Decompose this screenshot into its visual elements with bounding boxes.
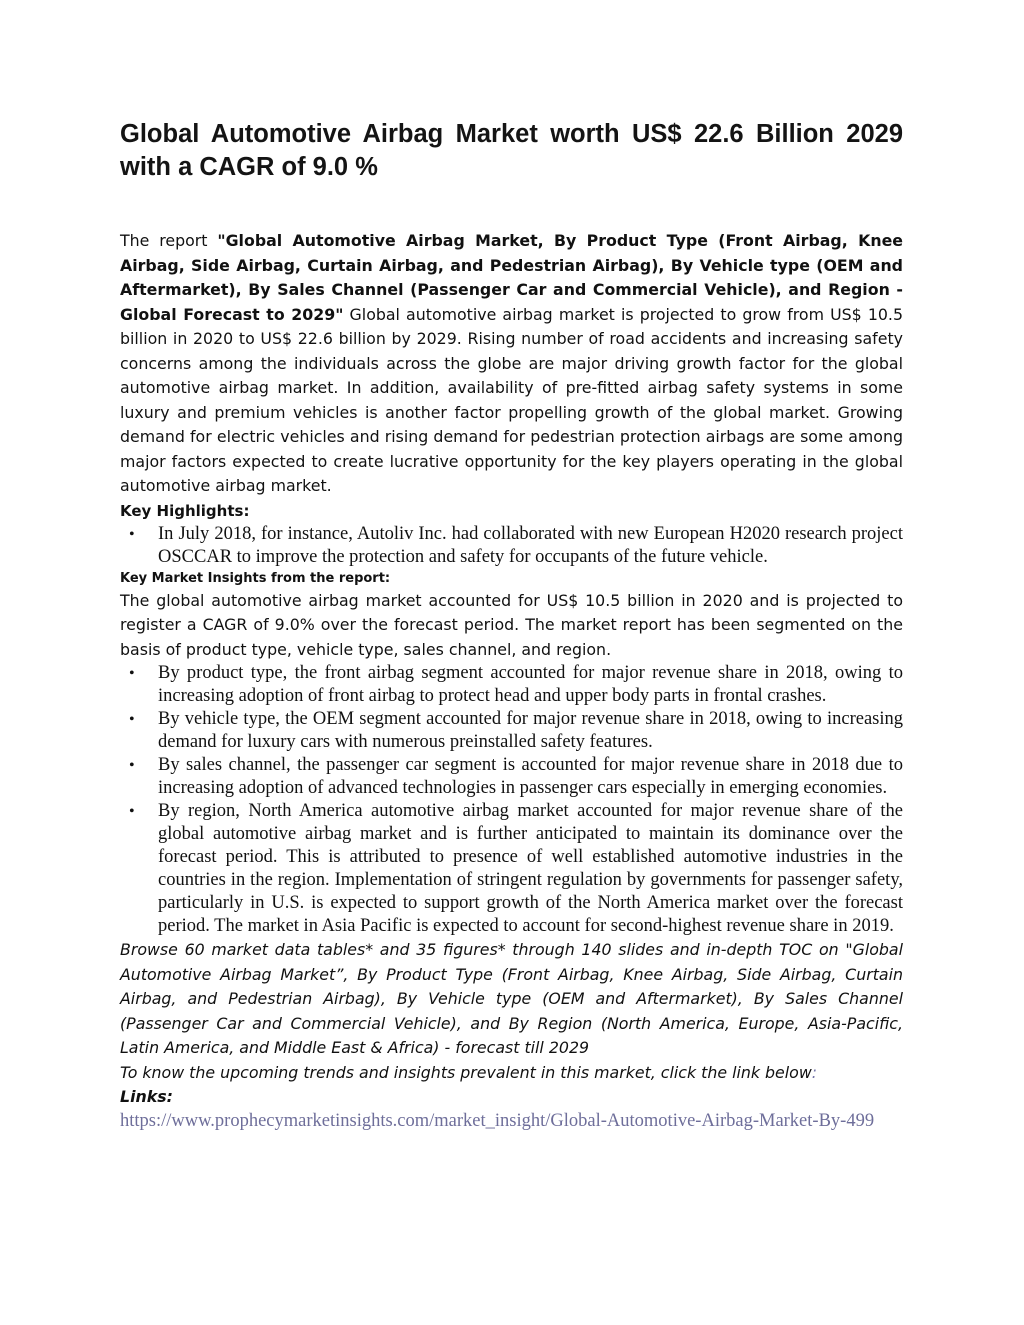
- list-item: [120, 523, 903, 569]
- list-item-text: In July 2018, for instance, Autoliv Inc. had collaborated with new European H2020 research project OSCCAR to improve the protection and safety for occupants of the future vehicle.: [158, 523, 903, 567]
- market-report-link[interactable]: https://www.prophecymarketinsights.com/market_insight/Global-Automotive-Airbag-Market-By-499: [120, 1110, 875, 1131]
- list-item-text: By product type, the front airbag segment accounted for major revenue share in 2018, owing to increasing adoption of front airbag to protect head and upper body parts in frontal crashes.: [158, 663, 903, 706]
- intro-paragraph: [120, 229, 903, 499]
- intro-prefix: The report: [120, 231, 218, 250]
- list-item: [120, 662, 903, 708]
- key-highlights-heading: Key Highlights:: [120, 501, 250, 520]
- document-page: [120, 118, 903, 1132]
- insights-list: [120, 662, 903, 938]
- intro-body: Global automotive airbag market is projected to grow from US$ 10.5 billion in 2020 to US$ 22.6 billion by 2029. Rising number of road accidents and increasing safety concerns among the individuals across the globe are major driving growth factor for the global automotive airbag market. In addition, availability of pre-fitted airbag safety systems in some luxury and premium vehicles is another factor propelling growth of the global market. Growing demand for electric vehicles and rising demand for pedestrian protection airbags are some among major factors expected to create lucrative opportunity for the key players operating in the global automotive airbag market.: [120, 304, 903, 495]
- bullet-icon: •: [129, 803, 135, 820]
- list-item-text: By vehicle type, the OEM segment accounted for major revenue share in 2018, owing to increasing demand for luxury cars with numerous preinstalled safety features.: [158, 709, 903, 752]
- list-item: [120, 800, 903, 938]
- list-item: [120, 708, 903, 754]
- links-heading: Links:: [120, 1087, 173, 1106]
- bullet-icon: •: [129, 711, 135, 728]
- page-title: Global Automotive Airbag Market worth US$ 22.6 Billion 2029 with a CAGR of 9.0 %: [120, 120, 903, 181]
- report-name: "Global Automotive Airbag Market, By Product Type (Front Airbag, Knee Airbag, Side Airbag, Curtain Airbag, and Pedestrian Airbag), By Vehicle type (OEM and Aftermarket), By Sales Channel (Passenger Car and Commercial Vehicle), and Region - Global Forecast to 2029": [120, 231, 903, 324]
- bullet-icon: •: [129, 525, 135, 543]
- list-item-text: By sales channel, the passenger car segment is accounted for major revenue share in 2018 due to increasing adoption of advanced technologies in passenger cars especially in emerging economies.: [158, 755, 903, 798]
- bullet-icon: •: [129, 757, 135, 774]
- bullet-icon: •: [129, 665, 135, 682]
- insights-heading: Key Market Insights from the report:: [120, 570, 391, 586]
- trends-colon: :: [811, 1062, 818, 1082]
- trends-paragraph: [120, 1061, 903, 1086]
- browse-paragraph: Browse 60 market data tables* and 35 figures* through 140 slides and in-depth TOC on "Global Automotive Airbag Market”, By Product Type (Front Airbag, Knee Airbag, Side Airbag, Curtain Airbag, and Pedestrian Airbag), By Vehicle type (OEM and Aftermarket), By Sales Channel (Passenger Car and Commercial Vehicle), and By Region (North America, Europe, Asia-Pacific, Latin America, and Middle East & Africa) - forecast till 2029: [120, 940, 903, 1057]
- list-item: [120, 754, 903, 800]
- list-item-text: By region, North America automotive airbag market accounted for major revenue share of the global automotive airbag market and is further anticipated to maintain its dominance over the forecast period. This is attributed to presence of well established automotive industries in the countries in the region. Implementation of stringent regulation by governments for passenger safety, particularly in U.S. is expected to support growth of the North America market over the forecast period. The market in Asia Pacific is expected to account for second-highest revenue share in 2019.: [158, 801, 903, 936]
- insights-paragraph: The global automotive airbag market accounted for US$ 10.5 billion in 2020 and is projected to register a CAGR of 9.0% over the forecast period. The market report has been segmented on the basis of product type, vehicle type, sales channel, and region.: [120, 590, 903, 659]
- key-highlights-list: [120, 523, 903, 569]
- trends-text: To know the upcoming trends and insights prevalent in this market, click the link below: [120, 1062, 812, 1082]
